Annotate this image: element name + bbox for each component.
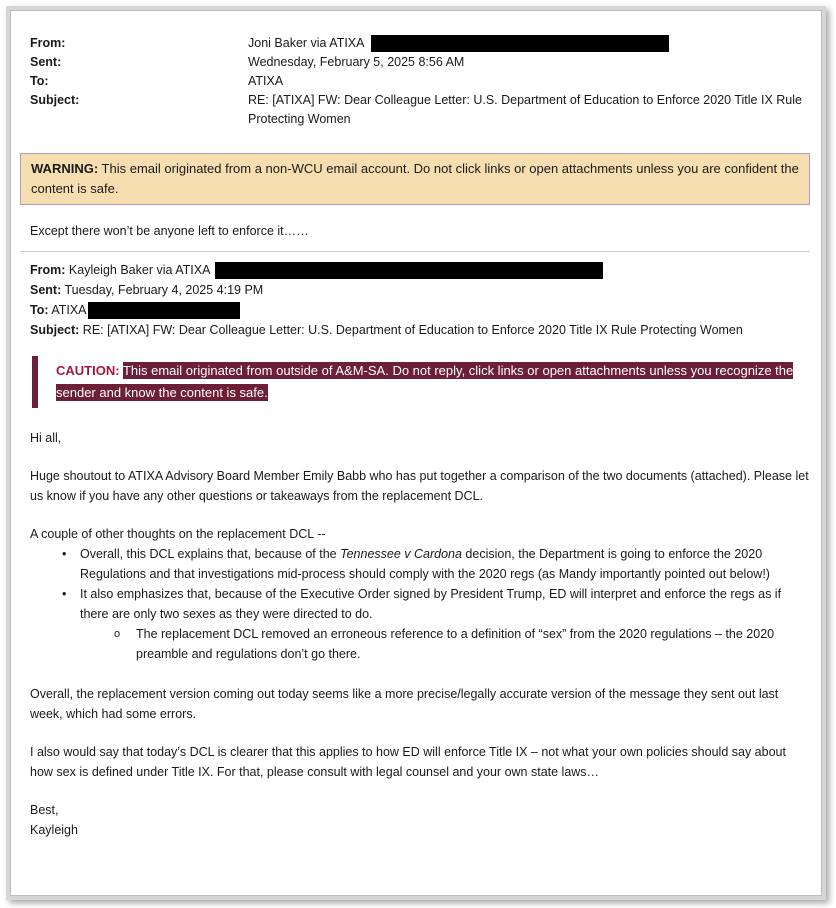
email-frame	[6, 6, 826, 900]
header-to-label: To:	[30, 74, 49, 88]
sub-bullet-item: o The replacement DCL removed an erroneous reference to a definition of “sex” from the 2020 regulations – the 2020 preamble and regulations don’t go there.	[122, 624, 810, 664]
bullet-1-text-post: decision, the Department is going to enforce the 2020 Regulations and that investigations mid-process should comply with the 2020 regs (as Mandy importantly pointed out below!)	[80, 547, 770, 581]
header-from-name: Joni Baker via ATIXA	[248, 36, 364, 50]
bullet-item-2	[66, 584, 810, 664]
forwarded-from-label: From:	[30, 263, 66, 277]
header-subject-row	[20, 91, 810, 131]
warning-banner	[20, 153, 810, 205]
forwarded-to-value: ATIXA	[51, 303, 87, 317]
forwarded-sent-row	[20, 280, 810, 300]
header-sent-row	[20, 53, 810, 72]
header-from-label: From:	[30, 36, 66, 50]
reply-text: Except there won’t be anyone left to enforce it……	[30, 224, 309, 238]
header-subject-label: Subject:	[30, 93, 80, 107]
forwarded-from-value: Kayleigh Baker via ATIXA	[68, 263, 210, 277]
forwarded-sent-label: Sent:	[30, 283, 62, 297]
bullet-1-case-name: Tennessee v Cardona	[340, 547, 462, 561]
forwarded-subject-value: RE: [ATIXA] FW: Dear Colleague Letter: U.S. Department of Education to Enforce 2020 Title IX Rule Protecting Women	[82, 323, 743, 337]
bullet-item-1	[66, 544, 810, 584]
header-subject-value: RE: [ATIXA] FW: Dear Colleague Letter: U.S. Department of Education to Enforce 2020 Title IX Rule Protecting Women	[248, 93, 802, 126]
forwarded-subject-label: Subject:	[30, 323, 80, 337]
thread-divider	[20, 251, 810, 252]
forwarded-to-label: To:	[30, 303, 49, 317]
forwarded-from-row	[20, 260, 810, 280]
body-paragraph-2: A couple of other thoughts on the replacement DCL --	[30, 527, 326, 541]
email-content	[20, 34, 810, 840]
bullet-list	[20, 544, 810, 664]
caution-banner	[32, 356, 810, 408]
forwarded-to-row	[20, 300, 810, 320]
greeting: Hi all,	[30, 431, 62, 445]
closing: Best,	[30, 803, 59, 817]
caution-label: CAUTION:	[56, 363, 120, 378]
caution-text: This email originated from outside of A&M-SA. Do not reply, click links or open attachments unless you recognize the sender and know the content is safe.	[56, 363, 794, 400]
forwarded-sent-value: Tuesday, February 4, 2025 4:19 PM	[64, 283, 264, 297]
warning-text: This email originated from a non-WCU email account. Do not click links or open attachments unless you are confident the content is safe.	[31, 161, 799, 196]
header-to-row	[20, 72, 810, 91]
forwarded-subject-row	[20, 320, 810, 340]
header-to-value: ATIXA	[248, 74, 284, 88]
header-sent-label: Sent:	[30, 55, 62, 69]
bullet-1-text-pre: Overall, this DCL explains that, because of the	[80, 547, 341, 561]
redaction-bar	[215, 262, 603, 279]
header-from-value	[248, 34, 810, 53]
signature: Kayleigh	[30, 823, 78, 837]
bullet-2-text: It also emphasizes that, because of the Executive Order signed by President Trump, ED will interpret and enforce the regs as if there are only two sexes as they were directed to do.	[80, 587, 782, 621]
warning-label: WARNING:	[31, 161, 99, 176]
header-from-row	[20, 34, 810, 53]
redaction-bar	[371, 35, 669, 52]
sub-bullet-list	[80, 624, 810, 664]
body-paragraph-3: Overall, the replacement version coming out today seems like a more precise/legally accurate version of the message they sent out last week, which had some errors.	[30, 687, 779, 721]
body-paragraph-1: Huge shoutout to ATIXA Advisory Board Member Emily Babb who has put together a comparison of the two documents (attached). Please let us know if you have any other questions or takeaways from the replacement DCL.	[30, 469, 809, 503]
header-sent-value: Wednesday, February 5, 2025 8:56 AM	[248, 55, 465, 69]
body-paragraph-4: I also would say that today’s DCL is clearer that this applies to how ED will enforce Title IX – not what your own policies should say about how sex is defined under Title IX. For that, please consult with legal counsel and your own state laws…	[30, 745, 786, 779]
redaction-bar	[88, 302, 240, 319]
